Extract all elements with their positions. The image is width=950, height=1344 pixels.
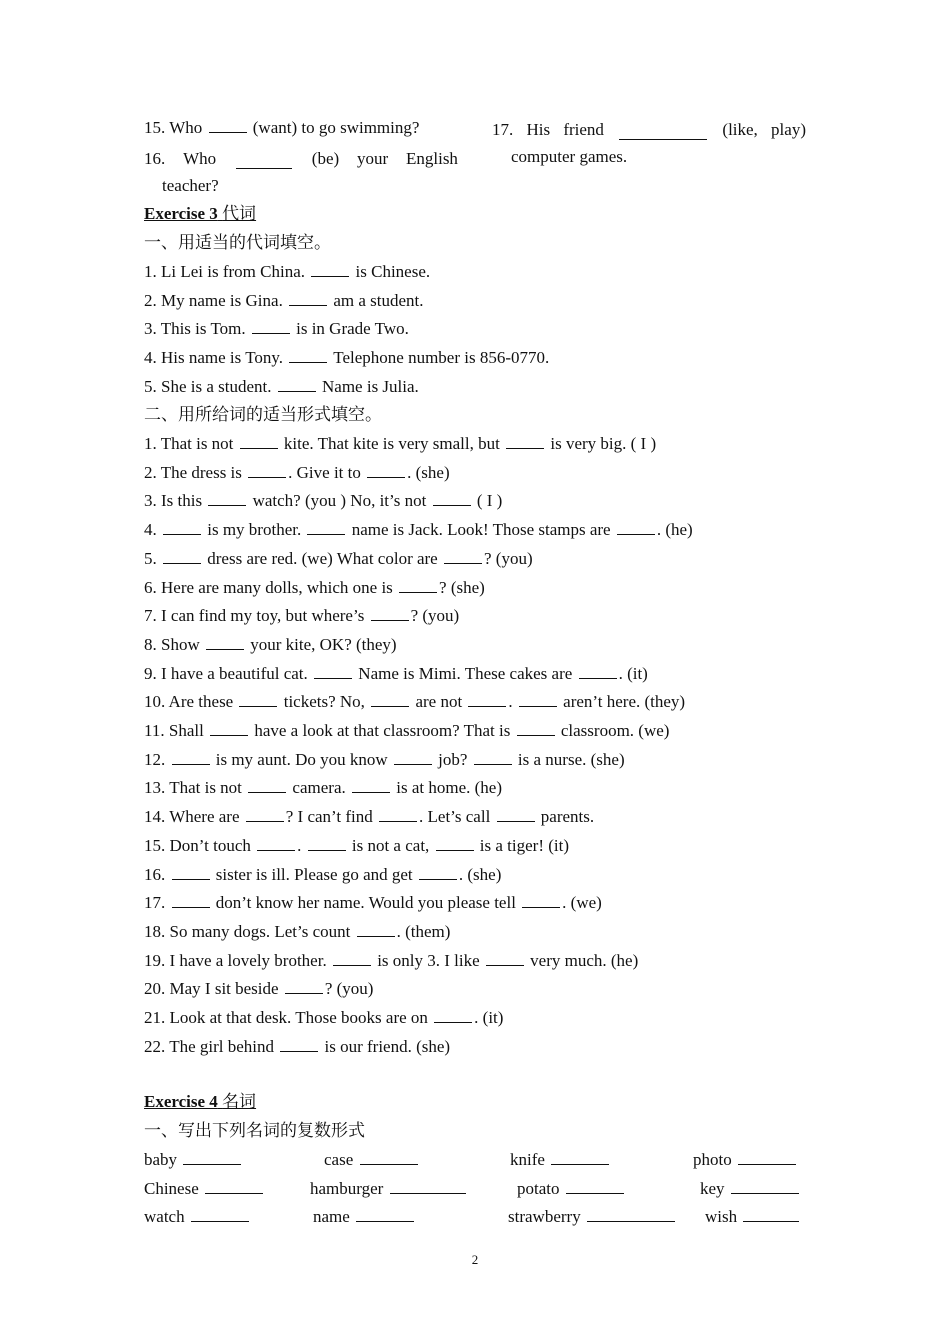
exercise-4-part1-title: 一、写出下列名词的复数形式 xyxy=(144,1121,365,1140)
answer-blank[interactable] xyxy=(311,262,349,277)
answer-blank[interactable] xyxy=(289,348,327,363)
noun-item: baby xyxy=(144,1150,243,1170)
question-line: 1. That is not kite. That kite is very small, but is very big. ( I ) xyxy=(144,434,657,453)
noun-item: watch xyxy=(144,1207,251,1227)
answer-blank[interactable] xyxy=(236,154,292,169)
answer-blank[interactable] xyxy=(436,836,474,851)
question-line: 21. Look at that desk. Those books are on . (it) xyxy=(144,1008,504,1027)
answer-blank[interactable] xyxy=(433,491,471,506)
exercise-3-part2-title: 二、用所给词的适当形式填空。 xyxy=(144,405,382,424)
question-line: 12. is my aunt. Do you know job? is a nurse. (she) xyxy=(144,749,625,769)
question-line: 13. That is not camera. is at home. (he) xyxy=(144,778,502,798)
answer-blank[interactable] xyxy=(497,807,535,822)
noun-item: case xyxy=(324,1150,420,1170)
question-17-friend: 17. His friend (like, play) xyxy=(492,120,806,139)
answer-blank[interactable] xyxy=(444,549,482,564)
question-line: 22. The girl behind is our friend. (she) xyxy=(144,1036,451,1056)
answer-blank[interactable] xyxy=(371,692,409,707)
answer-blank[interactable] xyxy=(239,692,277,707)
answer-blank[interactable] xyxy=(280,1037,318,1052)
noun-item: wish xyxy=(705,1207,801,1227)
question-line: 20. May I sit beside ? (you) xyxy=(144,979,374,999)
answer-blank[interactable] xyxy=(731,1179,799,1194)
answer-blank[interactable] xyxy=(434,1008,472,1023)
question-15-who: 15. Who (want) to go swimming? xyxy=(144,118,420,137)
answer-blank[interactable] xyxy=(163,549,201,564)
answer-blank[interactable] xyxy=(394,750,432,765)
noun-item: strawberry xyxy=(508,1207,677,1227)
answer-blank[interactable] xyxy=(248,463,286,478)
question-line: 2. The dress is . Give it to . (she) xyxy=(144,462,450,482)
answer-blank[interactable] xyxy=(390,1179,466,1194)
answer-blank[interactable] xyxy=(356,1207,414,1222)
page-number: 2 xyxy=(471,1252,479,1267)
answer-blank[interactable] xyxy=(210,721,248,736)
question-line: 5. dress are red. (we) What color are ? (you) xyxy=(144,548,533,568)
answer-blank[interactable] xyxy=(257,836,295,851)
answer-blank[interactable] xyxy=(172,750,210,765)
answer-blank[interactable] xyxy=(419,865,457,880)
answer-blank[interactable] xyxy=(587,1207,675,1222)
noun-item: key xyxy=(700,1179,801,1199)
answer-blank[interactable] xyxy=(619,125,707,140)
question-line: 6. Here are many dolls, which one is ? (she) xyxy=(144,577,485,597)
answer-blank[interactable] xyxy=(183,1150,241,1165)
question-line: 9. I have a beautiful cat. Name is Mimi. These cakes are . (it) xyxy=(144,663,648,683)
question-line: 11. Shall have a look at that classroom? That is classroom. (we) xyxy=(144,721,670,740)
answer-blank[interactable] xyxy=(163,520,201,535)
question-line: 3. This is Tom. is in Grade Two. xyxy=(144,319,409,339)
question-line: 5. She is a student. Name is Julia. xyxy=(144,376,419,396)
answer-blank[interactable] xyxy=(579,664,617,679)
answer-blank[interactable] xyxy=(352,778,390,793)
noun-item: name xyxy=(313,1207,416,1227)
answer-blank[interactable] xyxy=(289,291,327,306)
answer-blank[interactable] xyxy=(506,434,544,449)
answer-blank[interactable] xyxy=(246,807,284,822)
question-line: 18. So many dogs. Let’s count . (them) xyxy=(144,921,451,941)
answer-blank[interactable] xyxy=(248,778,286,793)
answer-blank[interactable] xyxy=(371,606,409,621)
question-line: 1. Li Lei is from China. is Chinese. xyxy=(144,262,431,281)
question-line: 16. sister is ill. Please go and get . (she) xyxy=(144,864,502,884)
noun-item: hamburger xyxy=(310,1179,468,1199)
question-line: 3. Is this watch? (you ) No, it’s not ( I ) xyxy=(144,491,503,511)
question-line: 4. is my brother. name is Jack. Look! Those stamps are . (he) xyxy=(144,520,693,540)
noun-item: knife xyxy=(510,1150,611,1170)
answer-blank[interactable] xyxy=(522,893,560,908)
answer-blank[interactable] xyxy=(551,1150,609,1165)
answer-blank[interactable] xyxy=(519,692,557,707)
exercise-3-part1-title: 一、用适当的代词填空。 xyxy=(144,233,331,252)
answer-blank[interactable] xyxy=(191,1207,249,1222)
question-16-continuation: teacher? xyxy=(162,176,219,195)
question-line: 14. Where are ? I can’t find . Let’s call parents. xyxy=(144,807,595,827)
answer-blank[interactable] xyxy=(307,520,345,535)
answer-blank[interactable] xyxy=(468,692,506,707)
exercise-3-heading: Exercise 3 代词 xyxy=(144,204,257,223)
answer-blank[interactable] xyxy=(240,434,278,449)
answer-blank[interactable] xyxy=(357,922,395,937)
answer-blank[interactable] xyxy=(206,635,244,650)
noun-item: Chinese xyxy=(144,1179,265,1199)
noun-item: photo xyxy=(693,1150,798,1170)
question-line: 7. I can find my toy, but where’s ? (you) xyxy=(144,606,460,626)
answer-blank[interactable] xyxy=(205,1179,263,1194)
answer-blank[interactable] xyxy=(517,721,555,736)
answer-blank[interactable] xyxy=(474,750,512,765)
answer-blank[interactable] xyxy=(367,463,405,478)
answer-blank[interactable] xyxy=(278,377,316,392)
answer-blank[interactable] xyxy=(617,520,655,535)
answer-blank[interactable] xyxy=(379,807,417,822)
answer-blank[interactable] xyxy=(743,1207,799,1222)
exercise-4-heading: Exercise 4 名词 xyxy=(144,1092,257,1111)
question-line: 19. I have a lovely brother. is only 3. I like very much. (he) xyxy=(144,950,639,970)
answer-blank[interactable] xyxy=(360,1150,418,1165)
answer-blank[interactable] xyxy=(172,893,210,908)
question-line: 2. My name is Gina. am a student. xyxy=(144,290,424,310)
noun-item: potato xyxy=(517,1179,626,1199)
question-17-continuation: computer games. xyxy=(511,147,628,166)
answer-blank[interactable] xyxy=(486,951,524,966)
answer-blank[interactable] xyxy=(399,578,437,593)
question-line: 4. His name is Tony. Telephone number is 856-0770. xyxy=(144,348,550,368)
answer-blank[interactable] xyxy=(314,664,352,679)
question-line: 17. don’t know her name. Would you please tell . (we) xyxy=(144,893,602,913)
answer-blank[interactable] xyxy=(252,319,290,334)
question-16-who: 16. Who (be) your English xyxy=(144,149,458,168)
answer-blank[interactable] xyxy=(285,979,323,994)
answer-blank[interactable] xyxy=(308,836,346,851)
question-line: 8. Show your kite, OK? (they) xyxy=(144,634,397,654)
answer-blank[interactable] xyxy=(208,491,246,506)
answer-blank[interactable] xyxy=(209,118,247,133)
answer-blank[interactable] xyxy=(566,1179,624,1194)
question-line: 15. Don’t touch . is not a cat, is a tiger! (it) xyxy=(144,835,570,855)
question-line: 10. Are these tickets? No, are not . aren’t here. (they) xyxy=(144,692,686,712)
answer-blank[interactable] xyxy=(172,865,210,880)
answer-blank[interactable] xyxy=(738,1150,796,1165)
answer-blank[interactable] xyxy=(333,951,371,966)
